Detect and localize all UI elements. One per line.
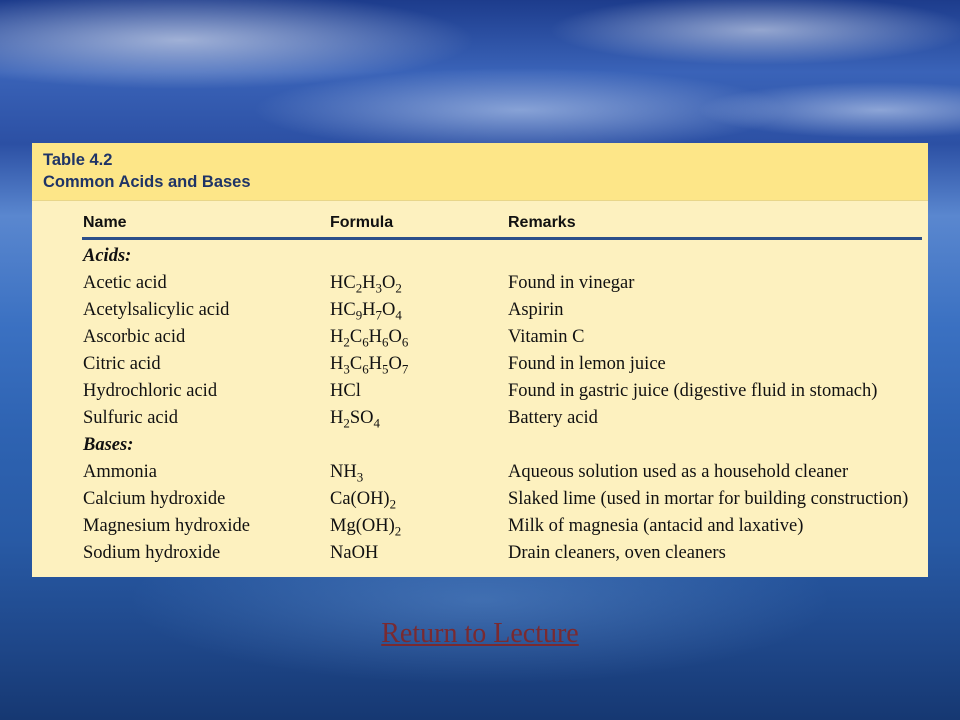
cell-formula: $H_2C_6H_6O_6$: [330, 327, 409, 350]
table-row: [32, 540, 928, 567]
cell-name: Citric acid: [83, 354, 161, 374]
cell-name: Hydrochloric acid: [83, 381, 218, 401]
cell-remarks: Battery acid: [508, 408, 598, 428]
return-to-lecture-link[interactable]: Return to Lecture: [381, 618, 579, 649]
cell-name: Calcium hydroxide: [83, 489, 226, 509]
column-header-name: Name: [83, 214, 127, 231]
cell-formula: $NH_3$: [330, 462, 364, 485]
cell-formula: $HC_9H_7O_4$: [330, 300, 402, 323]
cell-remarks: Drain cleaners, oven cleaners: [508, 543, 726, 563]
cell-name: Sulfuric acid: [83, 408, 179, 428]
cell-formula: $Ca(OH)_2$: [330, 489, 397, 512]
table-row: [32, 486, 928, 513]
cell-formula: NaOH: [330, 543, 379, 563]
cell-remarks: Milk of magnesia (antacid and laxative): [508, 516, 804, 536]
table-row: [32, 405, 928, 432]
cell-formula: $H_2SO_4$: [330, 408, 380, 431]
cell-formula: $H_3C_6H_5O_7$: [330, 354, 409, 377]
cell-formula: HCl: [330, 381, 361, 401]
table-row: [32, 270, 928, 297]
cell-name: Ascorbic acid: [83, 327, 186, 347]
section-bases: [32, 432, 928, 459]
column-header-formula: Formula: [330, 214, 394, 231]
cell-remarks: Vitamin C: [508, 327, 585, 347]
section-acids: [32, 243, 928, 270]
cell-remarks: Found in vinegar: [508, 273, 635, 293]
cell-name: Magnesium hydroxide: [83, 516, 250, 536]
cell-name: Acetic acid: [83, 273, 167, 293]
cell-formula: $Mg(OH)_2$: [330, 516, 402, 539]
cell-remarks: Found in lemon juice: [508, 354, 666, 374]
table-row: [32, 297, 928, 324]
table-header: [32, 143, 928, 201]
cell-name: Ammonia: [83, 462, 157, 482]
cell-remarks: Slaked lime (used in mortar for building construction): [508, 489, 909, 509]
table-row: [32, 324, 928, 351]
table-row: [32, 513, 928, 540]
cell-remarks: Found in gastric juice (digestive fluid in stomach): [508, 381, 878, 401]
column-header-remarks: Remarks: [508, 214, 576, 231]
table-panel: [32, 143, 928, 577]
header-rule: [82, 237, 922, 240]
table-title: Common Acids and Bases: [43, 173, 251, 191]
table-row: [32, 459, 928, 486]
table-number: Table 4.2: [43, 151, 113, 169]
cell-remarks: Aspirin: [508, 300, 564, 320]
section-bases-label: Bases:: [83, 435, 134, 455]
cell-remarks: Aqueous solution used as a household cleaner: [508, 462, 849, 482]
cell-name: Sodium hydroxide: [83, 543, 221, 563]
table-row: [32, 378, 928, 405]
table-row: [32, 351, 928, 378]
cell-formula: $HC_2H_3O_2$: [330, 273, 402, 296]
cell-name: Acetylsalicylic acid: [83, 300, 230, 320]
section-acids-label: Acids:: [83, 246, 132, 266]
